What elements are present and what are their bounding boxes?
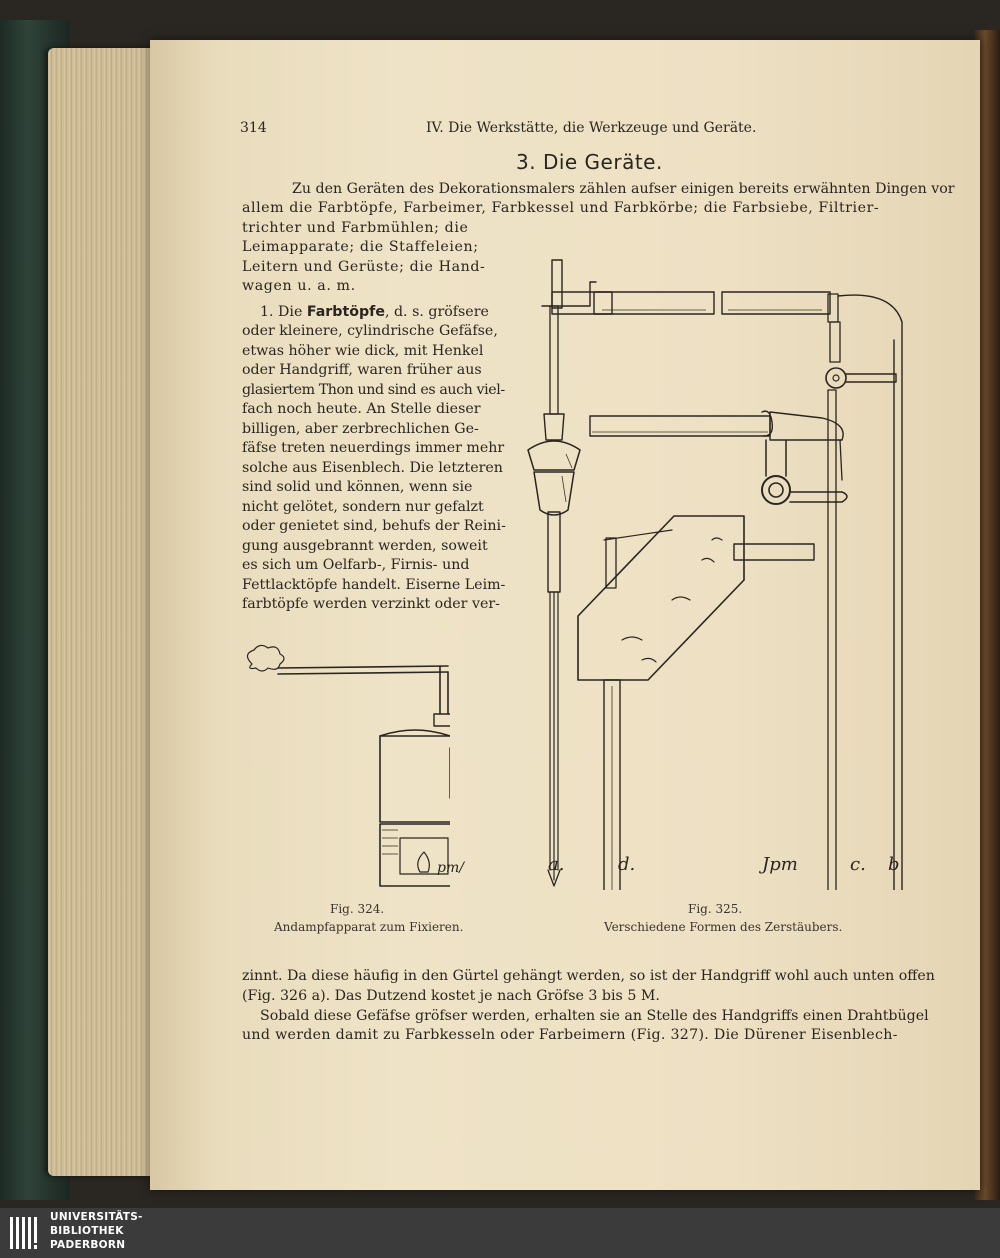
paragraph2-line: Fettlacktöpfe handelt. Eiserne Leim- (242, 577, 506, 593)
section-title: 3. Die Geräte. (516, 150, 663, 174)
paragraph2-prefix: 1. Die (260, 304, 307, 320)
paragraph2-line: gung ausgebrannt werden, soweit (242, 538, 488, 554)
term-farbtoepfe: Farbtöpfe (306, 304, 385, 320)
library-logo-icon (8, 1213, 44, 1253)
paragraph2-line: oder kleinere, cylindrische Gefäfse, (242, 323, 498, 339)
paragraph2-line: sind solid und können, wenn sie (242, 479, 473, 495)
paragraph3-line: und werden damit zu Farbkesseln oder Farbeimern (Fig. 327). Die Dürener Eisenblech- (242, 1027, 898, 1043)
paragraph3-line: zinnt. Da diese häufig in den Gürtel gehängt werden, so ist der Handgriff wohl auch unten offen (242, 968, 935, 984)
paragraph2-line: billigen, aber zerbrechlichen Ge- (242, 421, 479, 437)
paragraph2-line: es sich um Oelfarb-, Firnis- und (242, 557, 470, 573)
library-name-line: BIBLIOTHEK (50, 1225, 124, 1237)
paragraph2-line: fach noch heute. An Stelle dieser (242, 401, 481, 417)
paragraph2-line: solche aus Eisenblech. Die letzteren (242, 460, 503, 476)
fig325-label-d: d. (618, 854, 636, 875)
paragraph2-line: etwas höher wie dick, mit Henkel (242, 343, 484, 359)
page-number: 314 (240, 120, 267, 136)
paragraph2-line: nicht gelötet, sondern nur gefalzt (242, 499, 484, 515)
fig325-label-a: a. (548, 854, 565, 875)
paragraph2-suffix: , d. s. gröfsere (384, 304, 489, 320)
fig325-label-b: b (888, 854, 900, 875)
book-page (150, 40, 980, 1190)
fig324-signature-mark (435, 852, 475, 882)
paragraph2-first-line (260, 304, 489, 320)
library-name-line: PADERBORN (50, 1239, 126, 1251)
steam-pipe-vertical (440, 666, 448, 714)
paragraph1-line: Zu den Geräten des Dekorationsmalers zählen aufser einigen bereits erwähnten Dingen vor (292, 181, 955, 197)
fig324-number: Fig. 324. (330, 902, 385, 916)
fig324-signature: pm/ (437, 860, 464, 876)
atomizer-d-horizontal (590, 411, 847, 504)
paragraph1-line: Leitern und Gerüste; die Hand- (242, 259, 486, 275)
paragraph1-line: Leimapparate; die Staffeleien; (242, 239, 479, 255)
paragraph3-line: Sobald diese Gefäfse gröfser werden, erhalten sie an Stelle des Handgriffs einen Drahtbügel (260, 1008, 929, 1024)
fig324-steam-apparatus (230, 640, 450, 890)
wood-grain (622, 538, 722, 662)
library-name-line: UNIVERSITÄTS- (50, 1211, 143, 1223)
apparatus-neck (434, 714, 450, 726)
fig325-caption: Verschiedene Formen des Zerstäubers. (604, 920, 843, 934)
paragraph2-line: fäfse treten neuerdings immer mehr (242, 440, 505, 456)
fig325-atomizers (522, 240, 912, 890)
fig325-signature: Jpm (762, 854, 798, 875)
fig325-labels (530, 840, 930, 900)
paragraph2-line: glasiertem Thon und sind es auch viel- (242, 382, 505, 398)
paragraph1-line: wagen u. a. m. (242, 278, 356, 294)
fig325-label-c: c. (850, 854, 866, 875)
paragraph3-line: (Fig. 326 a). Das Dutzend kostet je nach Gröfse 3 bis 5 M. (242, 988, 660, 1004)
steam-cloud-icon (247, 645, 284, 671)
atomizer-a (528, 260, 596, 886)
fig324-caption: Andampfapparat zum Fixieren. (274, 920, 464, 934)
running-title: IV. Die Werkstätte, die Werkzeuge und Geräte. (426, 120, 757, 136)
paragraph2-line: farbtöpfe werden verzinkt oder ver- (242, 596, 500, 612)
paragraph2-line: oder Handgriff, waren früher aus (242, 362, 482, 378)
library-footer (0, 1208, 1000, 1258)
page-edges (48, 48, 153, 1176)
paragraph2-line: oder genietet sind, behufs der Reini- (242, 518, 506, 534)
fig325-number: Fig. 325. (688, 902, 743, 916)
paragraph1-line: allem die Farbtöpfe, Farbeimer, Farbkessel und Farbkörbe; die Farbsiebe, Filtrier- (242, 200, 880, 216)
flame-icon (418, 852, 430, 872)
paragraph1-line: trichter und Farbmühlen; die (242, 220, 469, 236)
apparatus-body (380, 736, 450, 822)
atomizer-board (578, 516, 814, 890)
steam-pipe (278, 666, 448, 674)
